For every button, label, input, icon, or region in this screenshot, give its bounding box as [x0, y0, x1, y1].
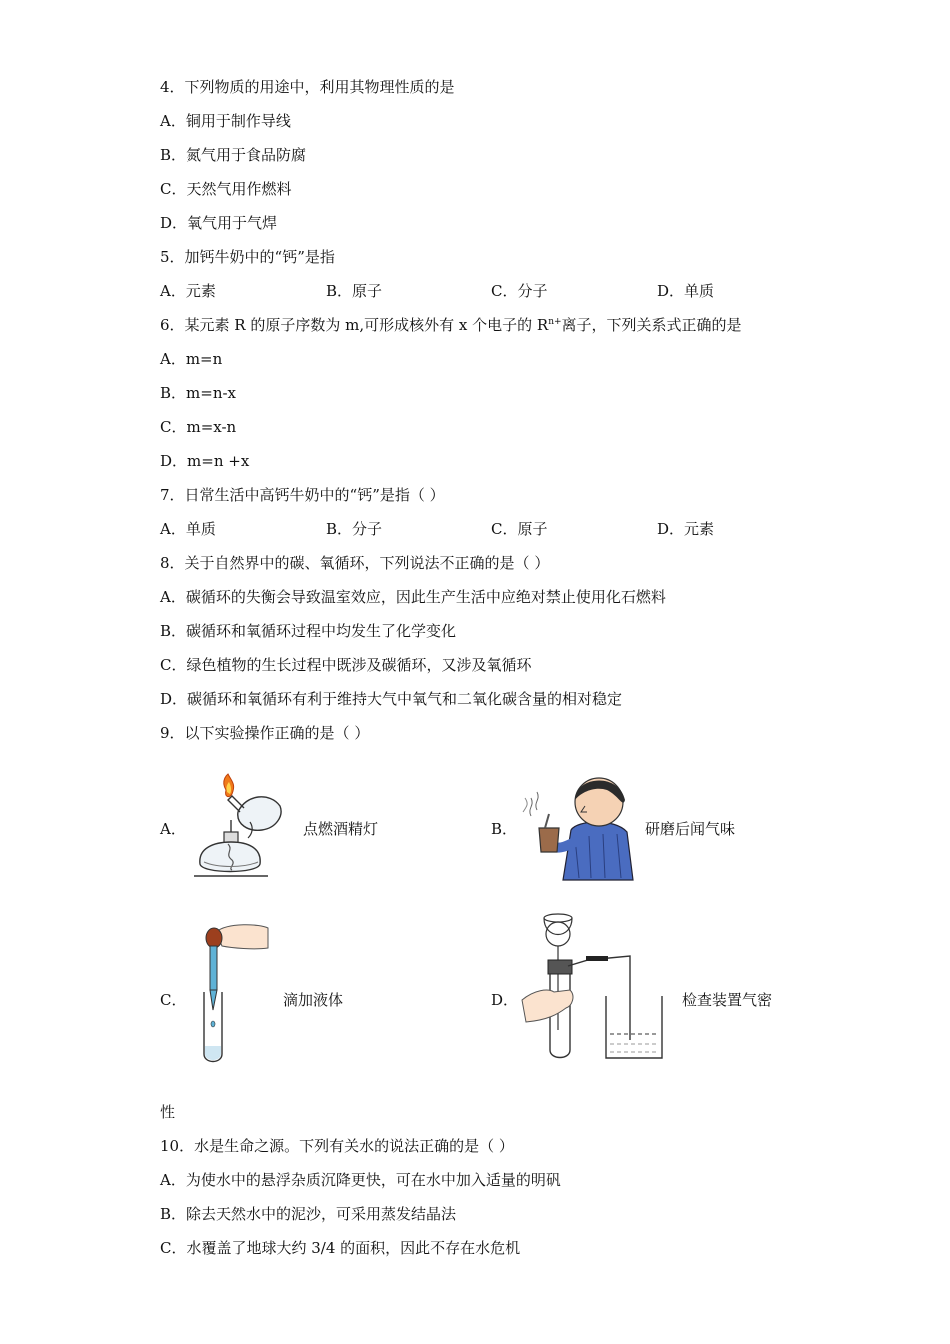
- question-4-option-d[interactable]: D．氧气用于气焊: [160, 214, 278, 232]
- question-5-stem: 5．加钙牛奶中的“钙”是指: [160, 248, 335, 266]
- question-8-option-c[interactable]: C．绿色植物的生长过程中既涉及碳循环，又涉及氧循环: [160, 656, 532, 674]
- question-9-option-c-letter[interactable]: C．: [160, 991, 187, 1009]
- question-5-option-a[interactable]: A．元素: [160, 282, 216, 300]
- question-10-stem: 10．水是生命之源。下列有关水的说法正确的是（ ）: [160, 1137, 514, 1155]
- question-4-option-b[interactable]: B．氮气用于食品防腐: [160, 146, 307, 164]
- question-9-option-b-caption: 研磨后闻气味: [645, 820, 736, 838]
- question-7-stem: 7．日常生活中高钙牛奶中的“钙”是指（ ）: [160, 486, 445, 504]
- question-6-stem-part-a: 6．某元素 R 的原子序数为 m,可形成核外有 x 个电子的 R: [160, 316, 549, 334]
- question-7-option-a[interactable]: A．单质: [160, 520, 216, 538]
- question-5-option-d[interactable]: D．单质: [657, 282, 715, 300]
- question-7-option-d[interactable]: D．元素: [657, 520, 715, 538]
- question-7-option-c[interactable]: C．原子: [491, 520, 548, 538]
- question-6-option-b[interactable]: B．m=n-x: [160, 384, 237, 402]
- question-10-option-c[interactable]: C．水覆盖了地球大约 3/4 的面积，因此不存在水危机: [160, 1239, 521, 1257]
- question-10-option-b[interactable]: B．除去天然水中的泥沙，可采用蒸发结晶法: [160, 1205, 457, 1223]
- question-6-stem-part-b: 离子，下列关系式正确的是: [561, 316, 742, 334]
- question-8-option-d[interactable]: D．碳循环和氧循环有利于维持大气中氧气和二氧化碳含量的相对稳定: [160, 690, 623, 708]
- question-9-option-b-letter[interactable]: B．: [491, 820, 518, 838]
- question-9-caption-tail: 性: [160, 1103, 176, 1121]
- question-6-option-a[interactable]: A．m=n: [160, 350, 223, 368]
- dropper-into-test-tube-illustration: [188, 918, 272, 1068]
- alcohol-lamp-illustration: [188, 772, 288, 882]
- question-10-option-a[interactable]: A．为使水中的悬浮杂质沉降更快，可在水中加入适量的明矾: [160, 1171, 561, 1189]
- question-8-option-a[interactable]: A．碳循环的失衡会导致温室效应，因此生产生活中应绝对禁止使用化石燃料: [160, 588, 666, 606]
- question-4-stem: 4．下列物质的用途中，利用其物理性质的是: [160, 78, 455, 96]
- question-9-option-d-caption: 检查装置气密: [682, 991, 773, 1009]
- question-9-option-a-caption: 点燃酒精灯: [303, 820, 379, 838]
- question-6-option-d[interactable]: D．m=n +x: [160, 452, 250, 470]
- question-6-stem: [160, 315, 742, 335]
- airtightness-check-apparatus-illustration: [518, 910, 668, 1065]
- question-4-option-a[interactable]: A．铜用于制作导线: [160, 112, 291, 130]
- question-5-option-b[interactable]: B．原子: [326, 282, 383, 300]
- question-4-option-c[interactable]: C．天然气用作燃料: [160, 180, 292, 198]
- question-7-option-b[interactable]: B．分子: [326, 520, 383, 538]
- question-6-superscript: n+: [548, 317, 562, 327]
- question-5-option-c[interactable]: C．分子: [491, 282, 548, 300]
- question-6-option-c[interactable]: C．m=x-n: [160, 418, 237, 436]
- question-8-option-b[interactable]: B．碳循环和氧循环过程中均发生了化学变化: [160, 622, 457, 640]
- smelling-chemical-illustration: [515, 766, 637, 886]
- question-9-option-d-letter[interactable]: D．: [491, 991, 519, 1009]
- question-8-stem: 8．关于自然界中的碳、氧循环，下列说法不正确的是（ ）: [160, 554, 550, 572]
- question-9-stem: 9．以下实验操作正确的是（ ）: [160, 724, 370, 742]
- question-9-option-c-caption: 滴加液体: [283, 991, 344, 1009]
- question-9-option-a-letter[interactable]: A．: [160, 820, 186, 838]
